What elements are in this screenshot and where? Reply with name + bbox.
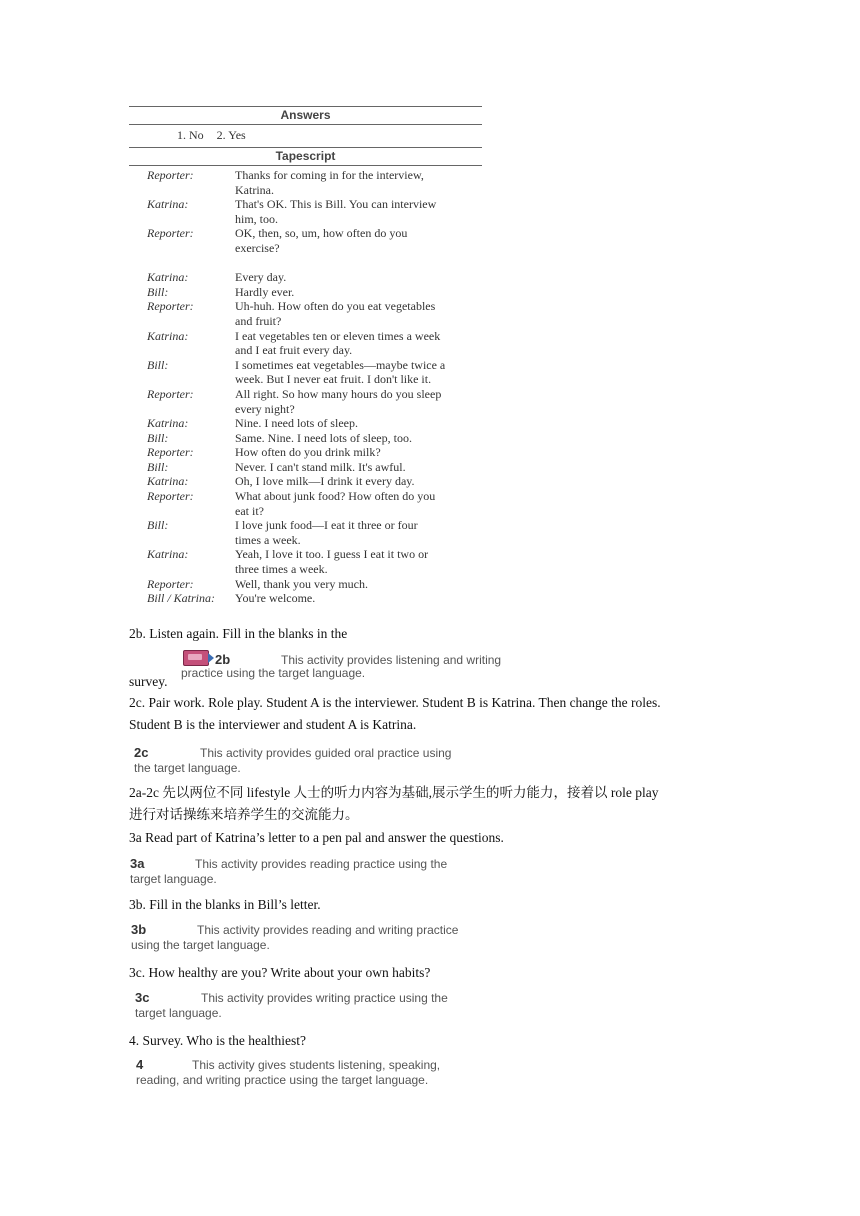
speaker: Reporter: xyxy=(147,445,194,460)
tapescript-line xyxy=(129,168,482,197)
speaker: Reporter: xyxy=(147,226,194,241)
speaker: Katrina: xyxy=(147,197,189,212)
utterance: Same. Nine. I need lots of sleep, too. xyxy=(235,430,412,445)
answers-list xyxy=(129,125,482,147)
utterance: Oh, I love milk—I drink it every day. xyxy=(235,474,415,489)
note-line: This activity provides writing practice using the xyxy=(201,991,448,1005)
speaker: Katrina: xyxy=(147,474,189,489)
tapescript-line xyxy=(129,518,482,547)
utterance: What about junk food? How often do you eat it? xyxy=(235,489,436,518)
note-line: This activity provides reading practice using the xyxy=(195,857,448,871)
note-code: 2b xyxy=(215,652,231,667)
section-3b-text: 3b. Fill in the blanks in Bill’s letter. xyxy=(129,897,321,912)
cassette-icon xyxy=(183,650,209,666)
answers-tapescript-box xyxy=(129,106,482,606)
speaker: Bill / Katrina: xyxy=(147,591,216,606)
note-line: This activity provides guided oral practice using xyxy=(200,746,452,760)
speaker: Bill: xyxy=(147,430,169,445)
note-code: 3b xyxy=(131,922,147,937)
section-3c-text: 3c. How healthy are you? Write about your own habits? xyxy=(129,965,431,980)
speaker: Katrina: xyxy=(147,547,189,562)
speaker: Reporter: xyxy=(147,299,194,314)
answer-item: 2. Yes xyxy=(216,128,246,142)
note-code: 3c xyxy=(135,990,150,1005)
section-2c-line2: Student B is the interviewer and student A is Katrina. xyxy=(129,717,417,732)
note-line: target language. xyxy=(130,872,217,886)
speaker: Reporter: xyxy=(147,168,194,182)
tapescript-line xyxy=(129,416,482,431)
tapescript-line xyxy=(129,460,482,475)
utterance: Uh-huh. How often do you eat vegetables and fruit? xyxy=(235,299,436,328)
note-2b-line2: practice using the target language. xyxy=(181,666,366,680)
tapescript-line xyxy=(129,474,482,489)
tapescript-line xyxy=(129,547,482,576)
speaker: Bill: xyxy=(147,357,169,372)
utterance: Well, thank you very much. xyxy=(235,576,369,591)
note-line: the target language. xyxy=(134,761,241,775)
tapescript-lines xyxy=(129,166,482,606)
speaker: Katrina: xyxy=(147,270,189,285)
note-line: This activity provides reading and writing practice xyxy=(197,923,459,937)
note-line: using the target language. xyxy=(131,938,270,952)
tapescript-line xyxy=(129,431,482,446)
tapescript-line xyxy=(129,489,482,518)
section-2b-text: 2b. Listen again. Fill in the blanks in the xyxy=(129,626,348,641)
note-3b xyxy=(131,922,458,953)
speaker: Katrina: xyxy=(147,416,189,431)
utterance: OK, then, so, um, how often do you exercise? xyxy=(235,226,408,255)
speaker: Reporter: xyxy=(147,386,194,401)
tapescript-line xyxy=(129,197,482,226)
note-line: This activity provides listening and writing xyxy=(281,653,502,667)
tapescript-line xyxy=(129,226,482,255)
note-3a xyxy=(130,856,447,887)
speaker: Bill: xyxy=(147,459,169,474)
answers-heading: Answers xyxy=(280,108,331,122)
utterance: I eat vegetables ten or eleven times a week and I eat fruit every day. xyxy=(235,328,441,358)
speaker: Katrina: xyxy=(147,328,189,343)
utterance: Never. I can't stand milk. It's awful. xyxy=(235,459,406,474)
utterance: Every day. xyxy=(235,270,287,285)
note-4 xyxy=(136,1057,440,1088)
speaker: Reporter: xyxy=(147,489,194,504)
tapescript-line xyxy=(129,591,482,606)
utterance: I love junk food—I eat it three or four times a week. xyxy=(235,518,418,547)
note-3c xyxy=(135,990,448,1021)
section-2c-line1: 2c. Pair work. Role play. Student A is the interviewer. Student B is Katrina. Then change the roles. xyxy=(129,695,661,710)
tapescript-line xyxy=(129,445,482,460)
section-4-text: 4. Survey. Who is the healthiest? xyxy=(129,1033,306,1048)
note-line: reading, and writing practice using the target language. xyxy=(136,1073,429,1087)
note-line: target language. xyxy=(135,1006,222,1020)
note-code: 2c xyxy=(134,745,149,760)
utterance: You're welcome. xyxy=(235,591,316,606)
utterance: Yeah, I love it too. I guess I eat it two or three times a week. xyxy=(235,547,429,577)
utterance: How often do you drink milk? xyxy=(235,445,381,460)
speaker: Bill: xyxy=(147,518,169,533)
utterance: Thanks for coming in for the interview, Katrina. xyxy=(235,168,424,197)
tapescript-heading: Tapescript xyxy=(275,149,336,163)
zh-note-line1: 2a-2c 先以两位不同 lifestyle 人士的听力内容为基础,展示学生的听力能力，接着以 role play xyxy=(129,785,659,800)
tapescript-line xyxy=(129,285,482,300)
utterance: All right. So how many hours do you sleep every night? xyxy=(235,386,442,416)
utterance: That's OK. This is Bill. You can interview him, too. xyxy=(235,197,437,226)
tapescript-line xyxy=(129,387,482,416)
section-2b-tail: survey. xyxy=(129,674,168,689)
speaker: Reporter: xyxy=(147,576,194,591)
tapescript-line xyxy=(129,270,482,285)
utterance: Nine. I need lots of sleep. xyxy=(235,416,358,431)
section-3a-text: 3a Read part of Katrina’s letter to a pen pal and answer the questions. xyxy=(129,830,504,845)
note-2c xyxy=(134,745,451,776)
utterance: Hardly ever. xyxy=(235,284,295,299)
spacer xyxy=(129,256,482,271)
zh-note-line2: 进行对话操练来培养学生的交流能力。 xyxy=(129,807,359,822)
tapescript-line xyxy=(129,299,482,328)
utterance: I sometimes eat vegetables—maybe twice a week. But I never eat fruit. I don't like it. xyxy=(235,357,446,387)
answer-item: 1. No xyxy=(177,128,204,142)
note-code: 4 xyxy=(136,1057,144,1072)
tapescript-line xyxy=(129,577,482,592)
tapescript-line xyxy=(129,358,482,387)
speaker: Bill: xyxy=(147,284,169,299)
note-line: This activity gives students listening, speaking, xyxy=(192,1058,441,1072)
tapescript-line xyxy=(129,329,482,358)
note-code: 3a xyxy=(130,856,145,871)
